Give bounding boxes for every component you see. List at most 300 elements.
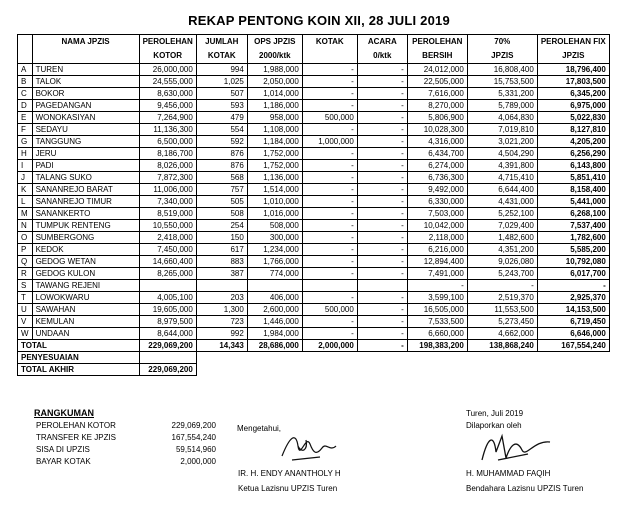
row-70: 9,026,080 [467, 256, 537, 268]
row-70: 11,553,500 [467, 304, 537, 316]
sig-left-role: Ketua Lazisnu UPZIS Turen [238, 484, 338, 493]
row-70: 5,331,200 [467, 88, 537, 100]
row-ops: 958,000 [247, 112, 302, 124]
row-ops: 1,108,000 [247, 124, 302, 136]
row-acara: - [357, 268, 407, 280]
sig-right-role: Bendahara Lazisnu UPZIS Turen [466, 484, 584, 493]
row-70: 7,029,400 [467, 220, 537, 232]
row-letter: D [18, 100, 33, 112]
total-bersih: 198,383,200 [407, 340, 467, 352]
row-ops: 1,234,000 [247, 244, 302, 256]
row-name: TUREN [32, 64, 139, 76]
row-bersih: 8,270,000 [407, 100, 467, 112]
row-70: 7,019,810 [467, 124, 537, 136]
signature-right-scribble [478, 430, 554, 468]
row-kotak: 507 [196, 88, 247, 100]
row-kotak: 254 [196, 220, 247, 232]
header2-kotor: KOTOR [139, 49, 196, 64]
row-bersih: 24,012,000 [407, 64, 467, 76]
row-name: SAWAHAN [32, 304, 139, 316]
row-bersih: 6,216,000 [407, 244, 467, 256]
row-name: TALOK [32, 76, 139, 88]
header-bersih: PEROLEHAN [407, 35, 467, 50]
row-name: WONOKASIYAN [32, 112, 139, 124]
row-name: SANANKERTO [32, 208, 139, 220]
row-ops: 1,184,000 [247, 136, 302, 148]
row-kotakval: - [302, 268, 357, 280]
row-fix: 10,792,080 [537, 256, 609, 268]
rangkuman-section [34, 408, 218, 468]
row-kotak: 568 [196, 172, 247, 184]
row-letter: N [18, 220, 33, 232]
row-letter: S [18, 280, 33, 292]
row-70: 4,662,000 [467, 328, 537, 340]
row-ops: 1,446,000 [247, 316, 302, 328]
row-letter: A [18, 64, 33, 76]
header2-nama [32, 49, 139, 64]
row-letter: I [18, 160, 33, 172]
row-acara: - [357, 124, 407, 136]
row-ops: 2,050,000 [247, 76, 302, 88]
row-kotak: 876 [196, 160, 247, 172]
row-kotor: 2,418,000 [139, 232, 196, 244]
row-kotak: 554 [196, 124, 247, 136]
row-ops: 300,000 [247, 232, 302, 244]
row-kotak: 592 [196, 136, 247, 148]
row-letter: J [18, 172, 33, 184]
row-kotak: 883 [196, 256, 247, 268]
table-row [18, 136, 610, 148]
row-letter: W [18, 328, 33, 340]
row-kotak: 617 [196, 244, 247, 256]
row-acara: - [357, 256, 407, 268]
row-bersih: 9,492,000 [407, 184, 467, 196]
row-acara: - [357, 196, 407, 208]
row-kotor: 7,264,900 [139, 112, 196, 124]
row-bersih: 22,505,000 [407, 76, 467, 88]
row-kotakval: - [302, 256, 357, 268]
row-bersih: 7,616,000 [407, 88, 467, 100]
row-fix: 8,127,810 [537, 124, 609, 136]
row-kotor: 8,186,700 [139, 148, 196, 160]
row-fix: 6,268,100 [537, 208, 609, 220]
row-fix: 14,153,500 [537, 304, 609, 316]
table-row [18, 64, 610, 76]
row-fix: 7,537,400 [537, 220, 609, 232]
header2-ops: 2000/ktk [247, 49, 302, 64]
header2-kotakval [302, 49, 357, 64]
row-70: 2,519,370 [467, 292, 537, 304]
sig-right-date: Turen, Juli 2019 [466, 409, 524, 418]
total-label: TOTAL [18, 340, 140, 352]
row-ops: 1,186,000 [247, 100, 302, 112]
header2-jpzis-fix: JPZIS [537, 49, 609, 64]
header-perolehan: PEROLEHAN [139, 35, 196, 50]
row-name: PAGEDANGAN [32, 100, 139, 112]
row-kotakval: - [302, 64, 357, 76]
row-bersih: 6,434,700 [407, 148, 467, 160]
row-kotakval: - [302, 160, 357, 172]
row-fix: 6,143,800 [537, 160, 609, 172]
header-fix: PEROLEHAN FIX [537, 35, 609, 50]
row-bersih: 4,316,000 [407, 136, 467, 148]
row-kotak: 479 [196, 112, 247, 124]
row-kotor: 7,450,000 [139, 244, 196, 256]
row-kotakval: - [302, 292, 357, 304]
header-nama: NAMA JPZIS [32, 35, 139, 50]
row-letter: P [18, 244, 33, 256]
row-letter: T [18, 292, 33, 304]
table-row [18, 256, 610, 268]
row-acara: - [357, 328, 407, 340]
row-kotak: 508 [196, 208, 247, 220]
row-fix: 5,022,830 [537, 112, 609, 124]
rangkuman-label: BAYAR KOTAK [36, 457, 91, 466]
row-bersih: 12,894,400 [407, 256, 467, 268]
row-kotakval: 500,000 [302, 304, 357, 316]
row-letter: U [18, 304, 33, 316]
row-fix: 5,585,200 [537, 244, 609, 256]
row-kotak: 1,300 [196, 304, 247, 316]
row-ops: 508,000 [247, 220, 302, 232]
row-70: 4,351,200 [467, 244, 537, 256]
row-kotor: 24,555,000 [139, 76, 196, 88]
rangkuman-value: 2,000,000 [180, 457, 216, 466]
row-fix: 6,646,000 [537, 328, 609, 340]
rangkuman-value: 59,514,960 [175, 445, 216, 454]
row-ops: 1,984,000 [247, 328, 302, 340]
header-70: 70% [467, 35, 537, 50]
row-kotak: 505 [196, 196, 247, 208]
row-bersih: 6,736,300 [407, 172, 467, 184]
row-name: SANANREJO BARAT [32, 184, 139, 196]
row-kotakval [302, 280, 357, 292]
row-name: SEDAYU [32, 124, 139, 136]
penyesuaian-row [18, 352, 610, 364]
row-bersih: 10,042,000 [407, 220, 467, 232]
row-acara: - [357, 160, 407, 172]
table-row [18, 304, 610, 316]
row-fix: 6,975,000 [537, 100, 609, 112]
sig-right-name: H. MUHAMMAD FAQIH [466, 469, 551, 478]
sig-left-name: IR. H. ENDY ANANTHOLY H [238, 469, 341, 478]
row-name: TUMPUK RENTENG [32, 220, 139, 232]
total-kotor: 229,069,200 [139, 340, 196, 352]
row-kotak: 994 [196, 64, 247, 76]
row-acara: - [357, 292, 407, 304]
row-bersih: 6,660,000 [407, 328, 467, 340]
row-kotak: 593 [196, 100, 247, 112]
row-letter: F [18, 124, 33, 136]
row-ops [247, 280, 302, 292]
row-acara: - [357, 172, 407, 184]
header-kotak: KOTAK [302, 35, 357, 50]
row-name: PADI [32, 160, 139, 172]
penyesuaian-label: PENYESUAIAN [18, 352, 140, 364]
header2-kotak: KOTAK [196, 49, 247, 64]
row-kotak [196, 280, 247, 292]
table-row [18, 268, 610, 280]
row-bersih: 6,330,000 [407, 196, 467, 208]
rangkuman-row [34, 432, 218, 444]
row-ops: 406,000 [247, 292, 302, 304]
row-70: 5,273,450 [467, 316, 537, 328]
row-bersih: - [407, 280, 467, 292]
row-name: UNDAAN [32, 328, 139, 340]
row-name: KEMULAN [32, 316, 139, 328]
row-ops: 1,752,000 [247, 160, 302, 172]
row-70: 4,431,000 [467, 196, 537, 208]
row-name: BOKOR [32, 88, 139, 100]
rangkuman-table [34, 420, 218, 468]
sig-left-heading: Mengetahui, [237, 424, 282, 433]
row-fix: 6,256,290 [537, 148, 609, 160]
row-name: SUMBERGONG [32, 232, 139, 244]
table-row [18, 280, 610, 292]
row-letter: M [18, 208, 33, 220]
table-row [18, 196, 610, 208]
row-kotakval: - [302, 316, 357, 328]
row-name: TAWANG REJENI [32, 280, 139, 292]
row-bersih: 5,806,900 [407, 112, 467, 124]
page-title: REKAP PENTONG KOIN XII, 28 JULI 2019 [188, 13, 450, 28]
row-kotor: 11,006,000 [139, 184, 196, 196]
row-kotor: 14,660,400 [139, 256, 196, 268]
row-name: JERU [32, 148, 139, 160]
row-kotor: 10,550,000 [139, 220, 196, 232]
rangkuman-label: SISA DI UPZIS [36, 445, 90, 454]
row-acara: - [357, 244, 407, 256]
row-70: 4,504,290 [467, 148, 537, 160]
row-fix: 1,782,600 [537, 232, 609, 244]
table-row [18, 184, 610, 196]
header-acara: ACARA [357, 35, 407, 50]
row-kotor: 8,265,000 [139, 268, 196, 280]
row-fix: 2,925,370 [537, 292, 609, 304]
sig-right-heading: Dilaporkan oleh [466, 421, 522, 430]
row-kotakval: 1,000,000 [302, 136, 357, 148]
table-row [18, 160, 610, 172]
row-acara: - [357, 64, 407, 76]
row-bersih: 3,599,100 [407, 292, 467, 304]
row-70: 1,482,600 [467, 232, 537, 244]
row-kotakval: - [302, 196, 357, 208]
row-70: 15,753,500 [467, 76, 537, 88]
rangkuman-label: PEROLEHAN KOTOR [36, 421, 116, 430]
total-kotak: 14,343 [196, 340, 247, 352]
row-kotor: 6,500,000 [139, 136, 196, 148]
row-70: 6,644,400 [467, 184, 537, 196]
row-kotakval: - [302, 220, 357, 232]
row-bersih: 10,028,300 [407, 124, 467, 136]
row-kotakval: - [302, 100, 357, 112]
row-fix: 18,796,400 [537, 64, 609, 76]
signature-left-scribble [276, 426, 340, 466]
row-acara: - [357, 220, 407, 232]
row-acara: - [357, 76, 407, 88]
total-70: 138,868,240 [467, 340, 537, 352]
row-kotak: 757 [196, 184, 247, 196]
row-acara [357, 280, 407, 292]
row-bersih: 7,533,500 [407, 316, 467, 328]
row-name: TANGGUNG [32, 136, 139, 148]
row-kotor [139, 280, 196, 292]
row-acara: - [357, 316, 407, 328]
row-fix: 6,719,450 [537, 316, 609, 328]
row-kotakval: - [302, 172, 357, 184]
row-name: GEDOG KULON [32, 268, 139, 280]
table-row [18, 124, 610, 136]
row-name: KEDOK [32, 244, 139, 256]
row-70: 5,243,700 [467, 268, 537, 280]
header-row-1 [18, 35, 610, 50]
row-kotor: 8,026,000 [139, 160, 196, 172]
row-letter: C [18, 88, 33, 100]
table-row [18, 244, 610, 256]
row-letter: B [18, 76, 33, 88]
row-fix: - [537, 280, 609, 292]
rekap-table [17, 34, 610, 376]
row-bersih: 2,118,000 [407, 232, 467, 244]
row-kotor: 9,456,000 [139, 100, 196, 112]
table-row [18, 76, 610, 88]
row-bersih: 16,505,000 [407, 304, 467, 316]
table-row [18, 232, 610, 244]
table-row [18, 328, 610, 340]
rangkuman-row [34, 444, 218, 456]
row-letter: G [18, 136, 33, 148]
row-kotakval: - [302, 124, 357, 136]
row-letter: K [18, 184, 33, 196]
total-akhir-kotor: 229,069,200 [139, 364, 196, 376]
table-row [18, 88, 610, 100]
row-fix: 17,803,500 [537, 76, 609, 88]
header-row-2 [18, 49, 610, 64]
row-70: 4,715,410 [467, 172, 537, 184]
row-fix: 6,345,200 [537, 88, 609, 100]
row-kotak: 992 [196, 328, 247, 340]
row-letter: V [18, 316, 33, 328]
row-kotor: 8,644,000 [139, 328, 196, 340]
row-name: SANANREJO TIMUR [32, 196, 139, 208]
row-letter: R [18, 268, 33, 280]
row-kotakval: - [302, 232, 357, 244]
row-kotakval: - [302, 184, 357, 196]
table-row [18, 220, 610, 232]
row-letter: L [18, 196, 33, 208]
row-ops: 774,000 [247, 268, 302, 280]
row-70: 4,391,800 [467, 160, 537, 172]
row-acara: - [357, 208, 407, 220]
row-70: 5,252,100 [467, 208, 537, 220]
row-kotor: 8,519,000 [139, 208, 196, 220]
row-letter: E [18, 112, 33, 124]
row-bersih: 7,491,000 [407, 268, 467, 280]
row-ops: 2,600,000 [247, 304, 302, 316]
total-akhir-row [18, 364, 610, 376]
row-kotor: 7,340,000 [139, 196, 196, 208]
table-row [18, 172, 610, 184]
row-kotakval: 500,000 [302, 112, 357, 124]
row-70: - [467, 280, 537, 292]
row-acara: - [357, 88, 407, 100]
row-kotor: 26,000,000 [139, 64, 196, 76]
header-ops: OPS JPZIS [247, 35, 302, 50]
row-ops: 1,010,000 [247, 196, 302, 208]
total-kotakval: 2,000,000 [302, 340, 357, 352]
row-acara: - [357, 232, 407, 244]
row-acara: - [357, 148, 407, 160]
total-row [18, 340, 610, 352]
table-row [18, 208, 610, 220]
row-name: TALANG SUKO [32, 172, 139, 184]
row-letter: H [18, 148, 33, 160]
total-fix: 167,554,240 [537, 340, 609, 352]
row-bersih: 6,274,000 [407, 160, 467, 172]
table-row [18, 316, 610, 328]
row-kotak: 876 [196, 148, 247, 160]
table-row [18, 292, 610, 304]
row-fix: 5,851,410 [537, 172, 609, 184]
header2-jpzis: JPZIS [467, 49, 537, 64]
row-acara: - [357, 112, 407, 124]
row-70: 16,808,400 [467, 64, 537, 76]
row-ops: 1,752,000 [247, 148, 302, 160]
row-kotor: 8,630,000 [139, 88, 196, 100]
row-kotak: 1,025 [196, 76, 247, 88]
row-kotor: 7,872,300 [139, 172, 196, 184]
row-ops: 1,514,000 [247, 184, 302, 196]
row-ops: 1,136,000 [247, 172, 302, 184]
row-kotor: 8,979,500 [139, 316, 196, 328]
row-70: 4,064,830 [467, 112, 537, 124]
row-ops: 1,766,000 [247, 256, 302, 268]
row-acara: - [357, 184, 407, 196]
row-kotor: 11,136,300 [139, 124, 196, 136]
row-kotak: 723 [196, 316, 247, 328]
row-fix: 4,205,200 [537, 136, 609, 148]
row-kotakval: - [302, 76, 357, 88]
row-acara: - [357, 304, 407, 316]
row-name: LOWOKWARU [32, 292, 139, 304]
table-row [18, 112, 610, 124]
row-fix: 5,441,000 [537, 196, 609, 208]
rangkuman-row [34, 420, 218, 432]
row-kotakval: - [302, 244, 357, 256]
rangkuman-label: TRANSFER KE JPZIS [36, 433, 117, 442]
row-acara: - [357, 136, 407, 148]
total-akhir-label: TOTAL AKHIR [18, 364, 140, 376]
row-ops: 1,988,000 [247, 64, 302, 76]
row-ops: 1,014,000 [247, 88, 302, 100]
header-jumlah: JUMLAH [196, 35, 247, 50]
row-kotak: 150 [196, 232, 247, 244]
total-acara: - [357, 340, 407, 352]
row-kotor: 19,605,000 [139, 304, 196, 316]
rangkuman-value: 229,069,200 [171, 421, 216, 430]
header2-acara: 0/ktk [357, 49, 407, 64]
row-fix: 6,017,700 [537, 268, 609, 280]
total-ops: 28,686,000 [247, 340, 302, 352]
row-bersih: 7,503,000 [407, 208, 467, 220]
row-70: 3,021,200 [467, 136, 537, 148]
row-70: 5,789,000 [467, 100, 537, 112]
row-acara: - [357, 100, 407, 112]
table-row [18, 100, 610, 112]
row-kotak: 203 [196, 292, 247, 304]
row-kotakval: - [302, 208, 357, 220]
header2-bersih: BERSIH [407, 49, 467, 64]
